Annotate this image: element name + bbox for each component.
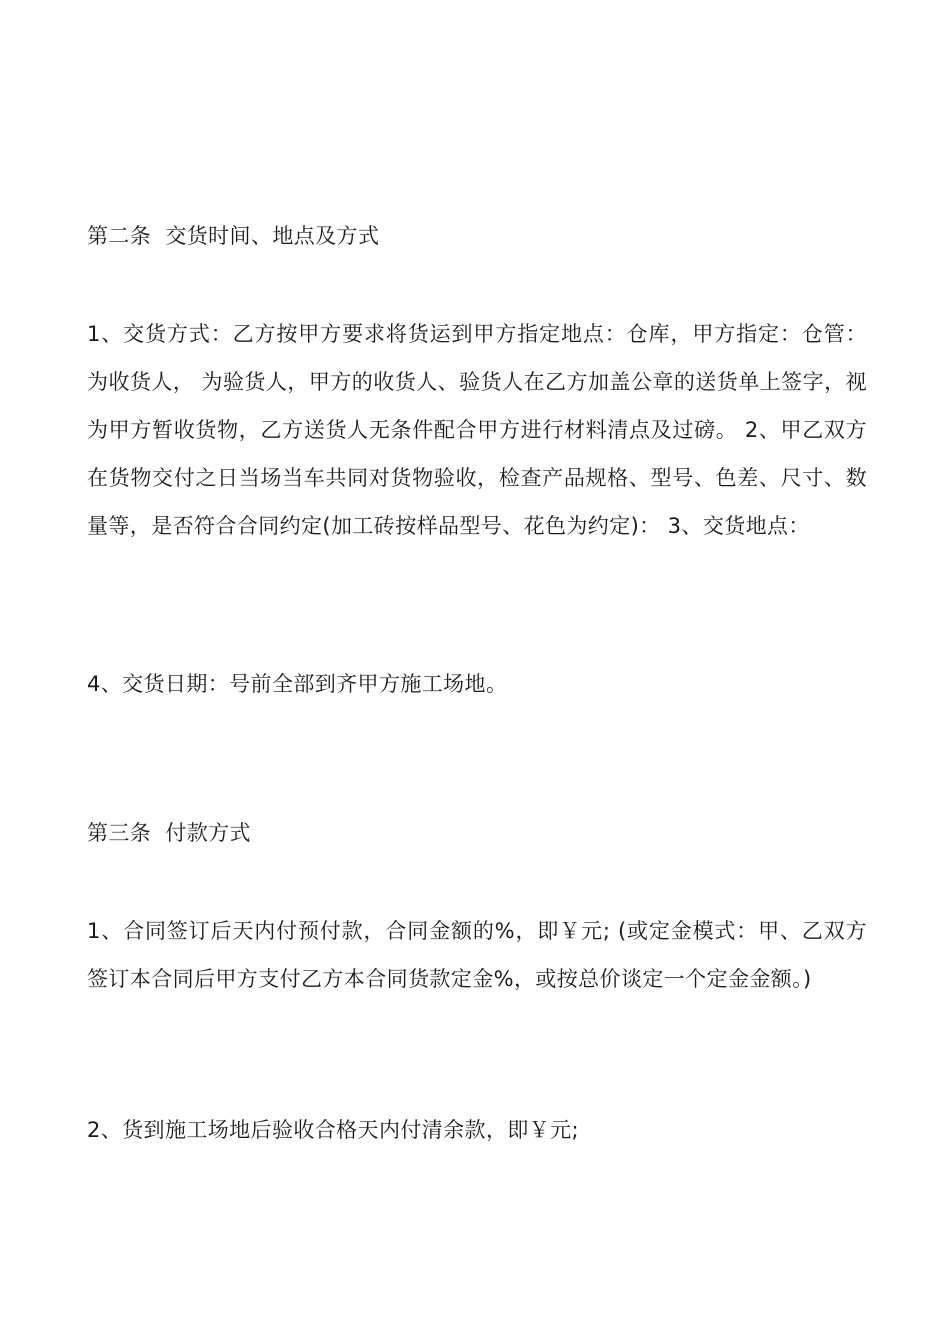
article-3-paragraph-1: 1、合同签订后天内付预付款，合同金额的%，即￥元; (或定金模式：甲、乙双方签订本合同后甲方支付乙方本合同货款定金%，或按总价谈定一个定金金额。) (87, 919, 867, 991)
article-2-heading: 第二条 交货时间、地点及方式 (87, 224, 380, 248)
article-2-paragraph-1: 1、交货方式：乙方按甲方要求将货运到甲方指定地点：仓库，甲方指定：仓管： 为收货人， 为验货人，甲方的收货人、验货人在乙方加盖公章的送货单上签字，视为甲方暂收货物，乙方送货人无条件配合甲方进行材料清点及过磅。 2、甲乙双方在货物交付之日当场当车共同对货物验收，检查产品规格、型号、色差、尺寸、数量等，是否符合合同约定(加工砖按样品型号、花色为约定)： 3、交货地点： (87, 322, 867, 538)
article-3-heading: 第三条 付款方式 (87, 821, 251, 845)
article-2-paragraph-2: 4、交货日期：号前全部到齐甲方施工场地。 (87, 672, 508, 696)
article-3-paragraph-2: 2、货到施工场地后验收合格天内付清余款，即￥元; (87, 1118, 580, 1142)
